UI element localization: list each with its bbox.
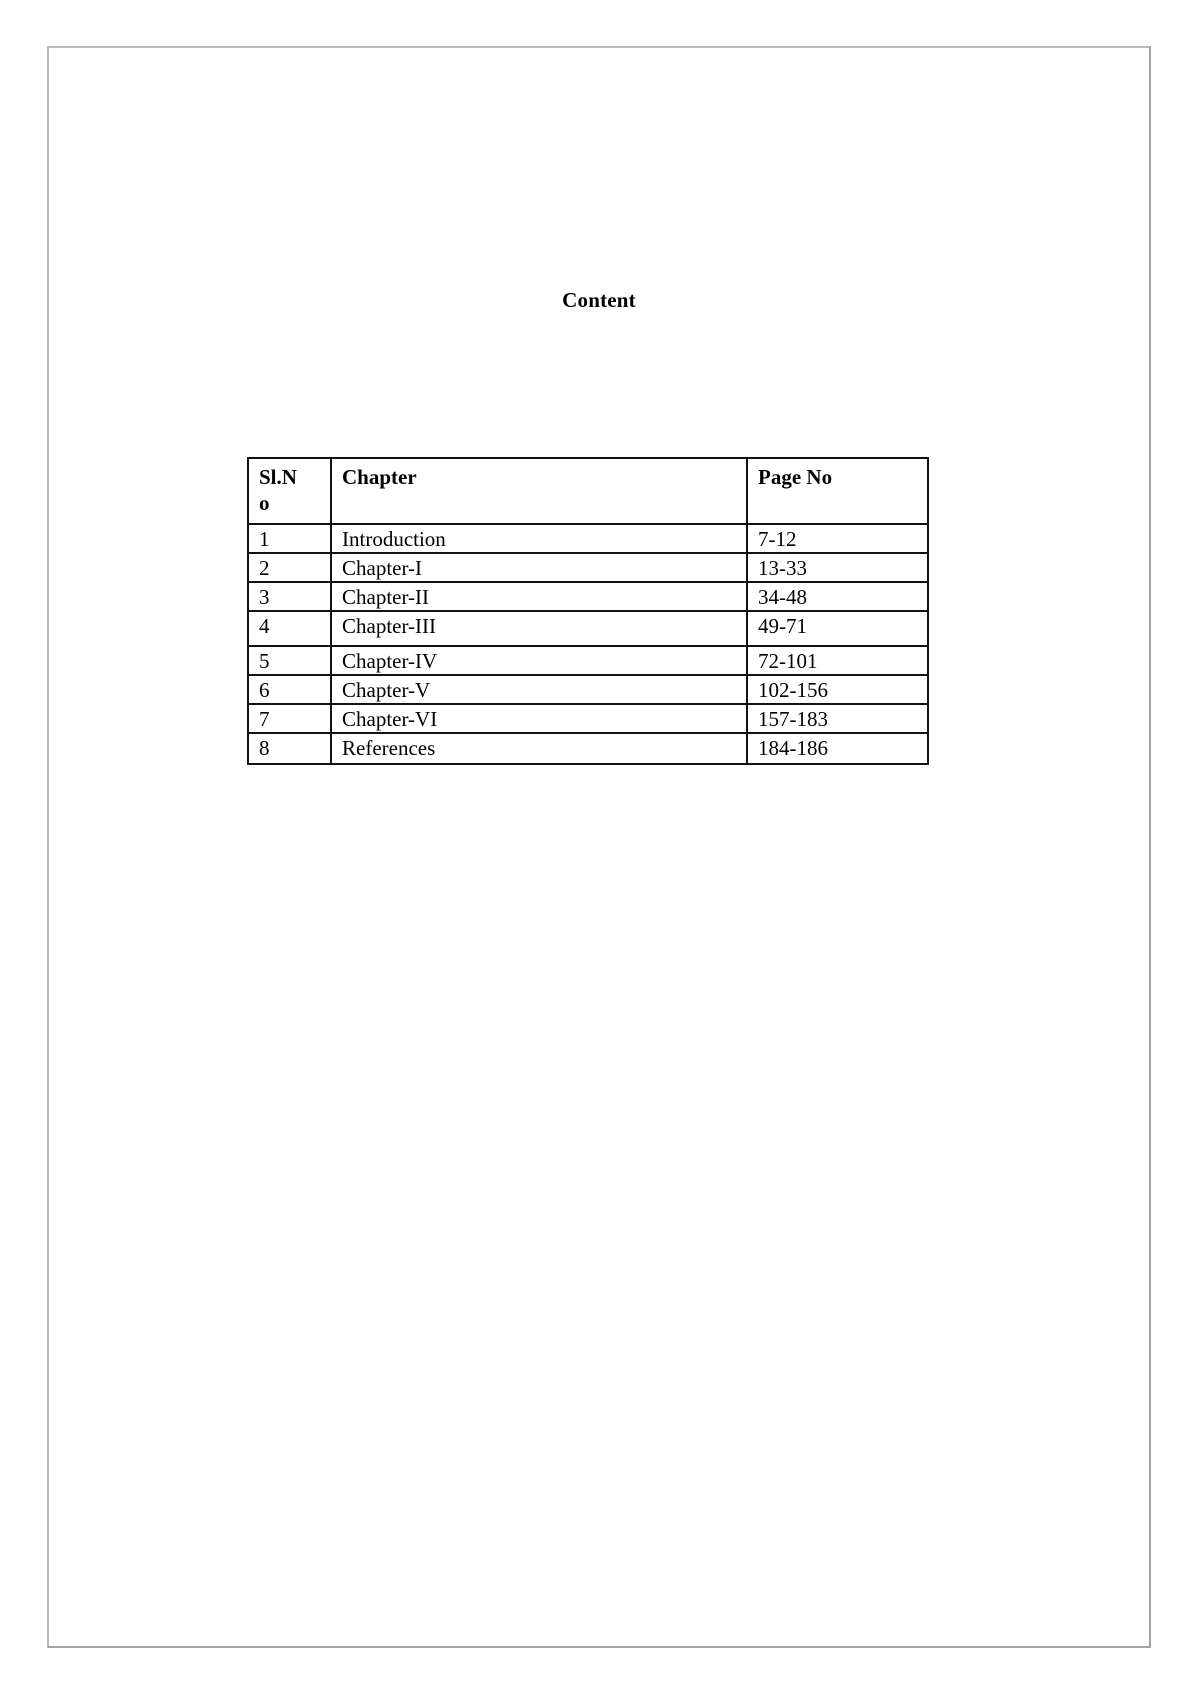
cell-chapter: Chapter-I	[331, 553, 747, 582]
cell-chapter: Introduction	[331, 524, 747, 553]
header-cell-pageno: Page No	[747, 458, 928, 524]
cell-slno: 8	[248, 733, 331, 764]
header-slno-line2: o	[259, 491, 270, 515]
cell-chapter: Chapter-VI	[331, 704, 747, 733]
cell-slno: 6	[248, 675, 331, 704]
table-row	[248, 646, 928, 675]
cell-pages: 49-71	[747, 611, 928, 646]
table-row	[248, 733, 928, 764]
table-row	[248, 582, 928, 611]
cell-chapter: Chapter-IV	[331, 646, 747, 675]
page-title: Content	[562, 288, 636, 312]
contents-table-header	[248, 458, 928, 524]
contents-table	[247, 457, 929, 765]
cell-chapter: Chapter-V	[331, 675, 747, 704]
header-cell-chapter: Chapter	[331, 458, 747, 524]
cell-chapter: References	[331, 733, 747, 764]
cell-pages: 184-186	[747, 733, 928, 764]
header-slno-line1: Sl.N	[259, 465, 297, 489]
page-border	[47, 46, 1151, 1648]
cell-chapter: Chapter-II	[331, 582, 747, 611]
header-cell-slno	[248, 458, 331, 524]
cell-pages: 34-48	[747, 582, 928, 611]
cell-pages: 7-12	[747, 524, 928, 553]
table-row	[248, 675, 928, 704]
cell-slno: 7	[248, 704, 331, 733]
cell-pages: 102-156	[747, 675, 928, 704]
cell-slno: 1	[248, 524, 331, 553]
table-row	[248, 524, 928, 553]
table-row	[248, 704, 928, 733]
contents-table-body	[248, 524, 928, 764]
cell-chapter: Chapter-III	[331, 611, 747, 646]
cell-slno: 3	[248, 582, 331, 611]
cell-pages: 72-101	[747, 646, 928, 675]
table-row	[248, 553, 928, 582]
cell-slno: 2	[248, 553, 331, 582]
cell-slno: 5	[248, 646, 331, 675]
table-row	[248, 611, 928, 646]
header-row	[248, 458, 928, 524]
cell-slno: 4	[248, 611, 331, 646]
cell-pages: 13-33	[747, 553, 928, 582]
cell-pages: 157-183	[747, 704, 928, 733]
